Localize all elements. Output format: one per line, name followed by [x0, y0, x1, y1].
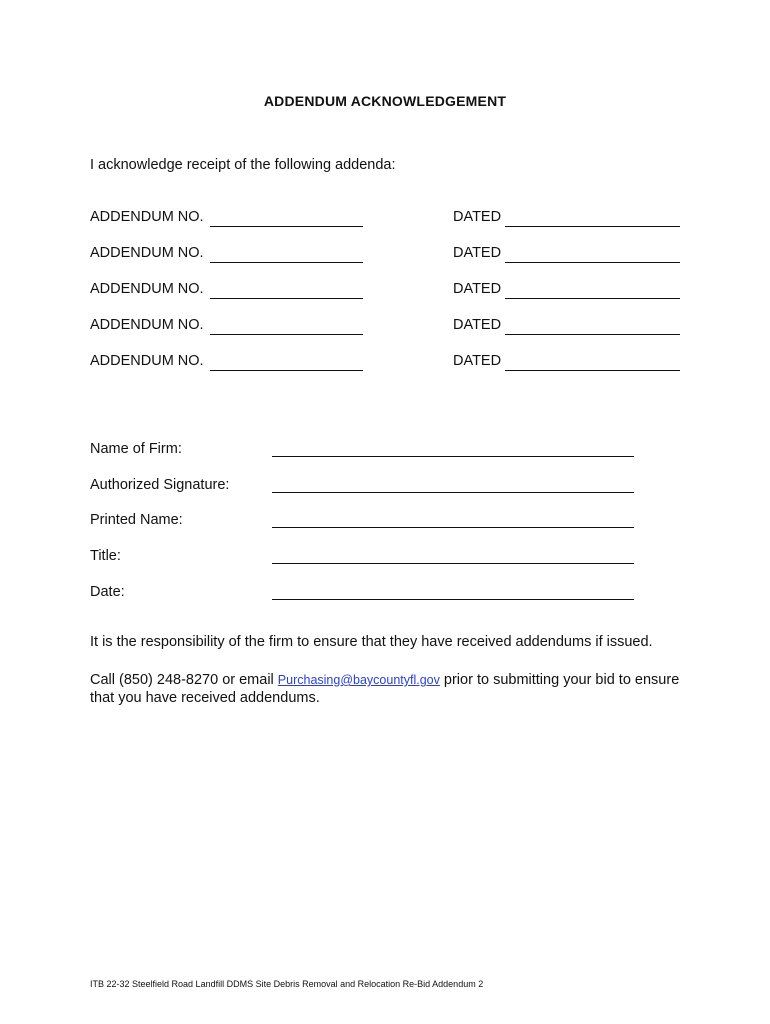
field-row-name-of-firm	[90, 441, 650, 477]
intro-text: I acknowledge receipt of the following addenda:	[90, 157, 396, 173]
name-of-firm-label: Name of Firm:	[90, 441, 182, 457]
authorized-signature-field[interactable]	[272, 492, 634, 493]
field-row-authorized-signature	[90, 477, 650, 513]
addendum-row	[90, 317, 690, 353]
dated-field[interactable]	[505, 334, 680, 335]
addendum-row	[90, 353, 690, 389]
title-field[interactable]	[272, 563, 634, 564]
printed-name-field[interactable]	[272, 527, 634, 528]
addendum-row	[90, 281, 690, 317]
addendum-label: ADDENDUM NO.	[90, 317, 204, 333]
title-label: Title:	[90, 548, 121, 565]
dated-label: DATED	[453, 353, 502, 369]
addendum-number-field[interactable]	[210, 262, 363, 263]
dated-label: DATED	[453, 317, 502, 333]
call-text-after: prior to submitting your bid to ensure that you have received addendums.	[90, 672, 680, 706]
addendum-label: ADDENDUM NO.	[90, 353, 204, 369]
field-row-title	[90, 548, 650, 584]
document-footer: ITB 22-32 Steelfield Road Landfill DDMS Site Debris Removal and Relocation Re-Bid Addendum 2	[90, 979, 484, 989]
dated-field[interactable]	[505, 262, 680, 263]
addendum-row	[90, 209, 690, 245]
addendum-label: ADDENDUM NO.	[90, 209, 204, 225]
responsibility-text: It is the responsibility of the firm to ensure that they have received addendums if issued.	[90, 634, 653, 650]
addendum-label: ADDENDUM NO.	[90, 245, 204, 261]
printed-name-label: Printed Name:	[90, 512, 183, 529]
email-link[interactable]: Purchasing@baycountyfl.gov	[277, 673, 440, 687]
name-of-firm-field[interactable]	[272, 456, 634, 457]
addenda-list	[90, 209, 690, 389]
call-text-before: Call (850) 248-8270 or email	[90, 672, 278, 688]
dated-field[interactable]	[505, 370, 680, 371]
dated-label: DATED	[453, 209, 502, 225]
addendum-number-field[interactable]	[210, 298, 363, 299]
date-label: Date:	[90, 583, 125, 600]
addendum-number-field[interactable]	[210, 226, 363, 227]
date-field[interactable]	[272, 599, 634, 600]
addendum-number-field[interactable]	[210, 334, 363, 335]
field-row-printed-name	[90, 512, 650, 548]
page-title: ADDENDUM ACKNOWLEDGEMENT	[263, 93, 507, 109]
addendum-row	[90, 245, 690, 281]
authorized-signature-label: Authorized Signature:	[90, 476, 230, 493]
dated-field[interactable]	[505, 298, 680, 299]
addendum-label: ADDENDUM NO.	[90, 281, 204, 297]
field-row-date	[90, 584, 650, 620]
dated-label: DATED	[453, 245, 502, 261]
firm-info-fields	[90, 441, 650, 619]
dated-label: DATED	[453, 281, 502, 297]
addendum-number-field[interactable]	[210, 370, 363, 371]
contact-paragraph	[90, 671, 690, 707]
dated-field[interactable]	[505, 226, 680, 227]
